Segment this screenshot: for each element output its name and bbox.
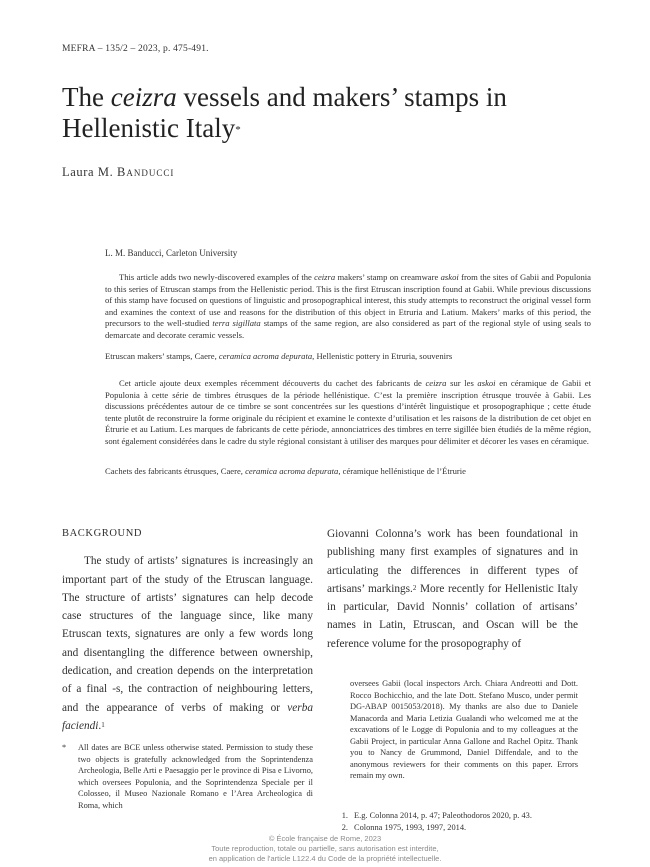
footnote-ref: 1	[101, 720, 105, 729]
copyright-line: Toute reproduction, totale ou partielle, sans autorisation est interdite,	[211, 844, 439, 853]
author-last: Banducci	[117, 165, 175, 179]
abstract-en-italic: terra sigillata	[212, 318, 261, 329]
keywords-fr-italic: ceramica acroma depurata	[245, 466, 339, 476]
abstract-en-text: This article adds two newly-discovered examples of the	[119, 272, 315, 282]
footnote-number: 2.	[341, 823, 348, 832]
footnote-ref: 2	[412, 583, 417, 592]
body-text: Giovanni Colonna’s work has been foundational in publishing many first examples of signatures and in articulating the differences in different types of artisans’ markings.	[327, 528, 578, 595]
body-text: .	[98, 719, 102, 732]
author-affiliation: L. M. Banducci, Carleton University	[105, 248, 238, 258]
body-italic: verba faciendi	[62, 701, 313, 732]
abstract-en-text: makers’ stamp on creamware	[335, 272, 441, 282]
title-footnote-mark: *	[235, 124, 241, 136]
abstract-en-italic: askoi	[440, 272, 459, 282]
footnote-star-continued: oversees Gabii (local inspectors Arch. Chiara Andreotti and Dott. Rocco Bochicchio, and the late Dott. Stefano Musco, under permit DG-ABAP 0015053/2018). My thanks are also due to Daniele Manacorda and Maria Letizia Gualandi who welcomed me at the excavations of le Logge di Populonia and to my colleagues at the Gabii Project, in particular Anna Gallone and Rachel Opitz. Thank you to Nancy de Grummond, Daniel Diffendale, and to the anonymous reviewers for their comments on this paper. Errors remain my own.	[350, 679, 578, 780]
copyright-line: en application de l'article L122.4 du Code de la propriété intellectuelle.	[208, 854, 442, 863]
body-column-right	[327, 525, 578, 653]
footnote-star	[62, 742, 313, 811]
footnote-number: 1.	[341, 811, 348, 820]
abstract-en-text: from the sites of Gabii and Populonia to this series of Etruscan stamps from the Hellenistic period. This is the first Etruscan inscription found at Gabii. While previous discussions of this stamp have focused on questions of linguistic and prosopographical interest, this study attempts to reconstruct the original vessel form and examines the context of use and reasons for the distribution of this object in Etruria and Latium. Makers’ marks of this period, the precursors to the well-studied	[105, 272, 591, 329]
footnote-star-text: All dates are BCE unless otherwise stated. Permission to study these two objects is gratefully acknowledged from the Soprintendenza Archeologia, Belle Arti e Paesaggio per le province di Pisa e Livorno, which oversees Populonia, and the Soprintendenza Speciale per il Colosseo, il Museo Nazionale Romano e l’Area Archeologica di Roma, which	[78, 743, 313, 810]
body-text: The study of artists’ signatures is increasingly an important part of the study of the Etruscan language. The structure of artists’ signatures can help decode case structures of the language since, like many Etruscan texts, signatures are only a few words long and disentangling the difference between ownership, dedication, and creation depends on the interpretation of a final -s, the contraction of neighbouring letters, and the appearance of verbs of making or	[62, 555, 313, 714]
body-column-left	[62, 525, 313, 735]
keywords-fr-text: Cachets des fabricants étrusques, Caere,	[105, 466, 246, 476]
abstract-fr-text: Cet article ajoute deux exemples récemment découverts du cachet des fabricants de	[119, 378, 426, 388]
keywords-en-italic: ceramica acroma depurata	[218, 351, 313, 361]
keywords-en-text: , Hellenistic pottery in Etruria, souvenirs	[312, 351, 453, 361]
title-text: The	[62, 82, 111, 112]
author-name	[62, 165, 174, 180]
abstract-fr-text: en céramique de Gabii et Populonia à cette série de timbres étrusques de la période hellénistique. C’est la première inscription étrusque trouvée à Gabii. Les discussions précédentes autour de ce timbre se sont concentrées sur les questions d’intérêt linguistique et prosopographique ; cette étude tente plutôt de reconstruire la forme originale du récipient et examine le contexte d’utilisation et les raisons de la distribution de cet objet en Étrurie et au Latium. Les marques de fabricants de cette période, annonciatrices des timbres en terre sigillée bien étudiés de la même région, sont également considérées dans le cadre du style régional consistant à utiliser des marques pour délimiter et décorer les vases en céramique.	[105, 378, 592, 446]
abstract-en-italic: ceizra	[314, 272, 336, 282]
footnote-text: Colonna 1975, 1993, 1997, 2014.	[354, 823, 467, 832]
keywords-french	[105, 466, 591, 478]
abstract-french	[105, 378, 591, 448]
title-text-end: vessels and makers’ stamps in Hellenistic Italy	[62, 82, 507, 143]
body-text: More recently for Hellenistic Italy in particular, David Nonnis’ collation of artisans’ names in Latin, Etruscan, and Oscan will be the reference volume for the prosopography of	[327, 582, 578, 650]
section-heading: BACKGROUND	[62, 528, 143, 539]
article-title	[62, 82, 602, 144]
abstract-fr-text: sur les	[446, 378, 478, 388]
keywords-en-text: Etruscan makers’ stamps, Caere,	[105, 351, 219, 361]
footnote-text: E.g. Colonna 2014, p. 47; Paleothodoros 2020, p. 43.	[354, 811, 532, 820]
abstract-fr-italic: ceizra	[425, 378, 447, 388]
abstract-fr-italic: askoi	[477, 378, 496, 388]
keywords-fr-text: , céramique hellénistique de l’Étrurie	[338, 466, 466, 476]
title-italic: ceizra	[110, 82, 177, 112]
copyright-line: © École française de Rome, 2023	[268, 834, 382, 843]
footnote-star-mark: *	[62, 743, 67, 752]
journal-citation: MEFRA – 135/2 – 2023, p. 475-491.	[62, 44, 209, 54]
abstract-english	[105, 272, 591, 342]
author-first: Laura M.	[62, 165, 118, 179]
footnote-1	[330, 810, 578, 822]
keywords-english	[105, 351, 591, 363]
footnote-2	[330, 822, 578, 834]
body-paragraph	[62, 552, 313, 735]
abstract-en-text: stamps of the same region, are also considered as part of the regional style of using seals to demarcate and decorate ceramic vessels.	[105, 318, 591, 340]
